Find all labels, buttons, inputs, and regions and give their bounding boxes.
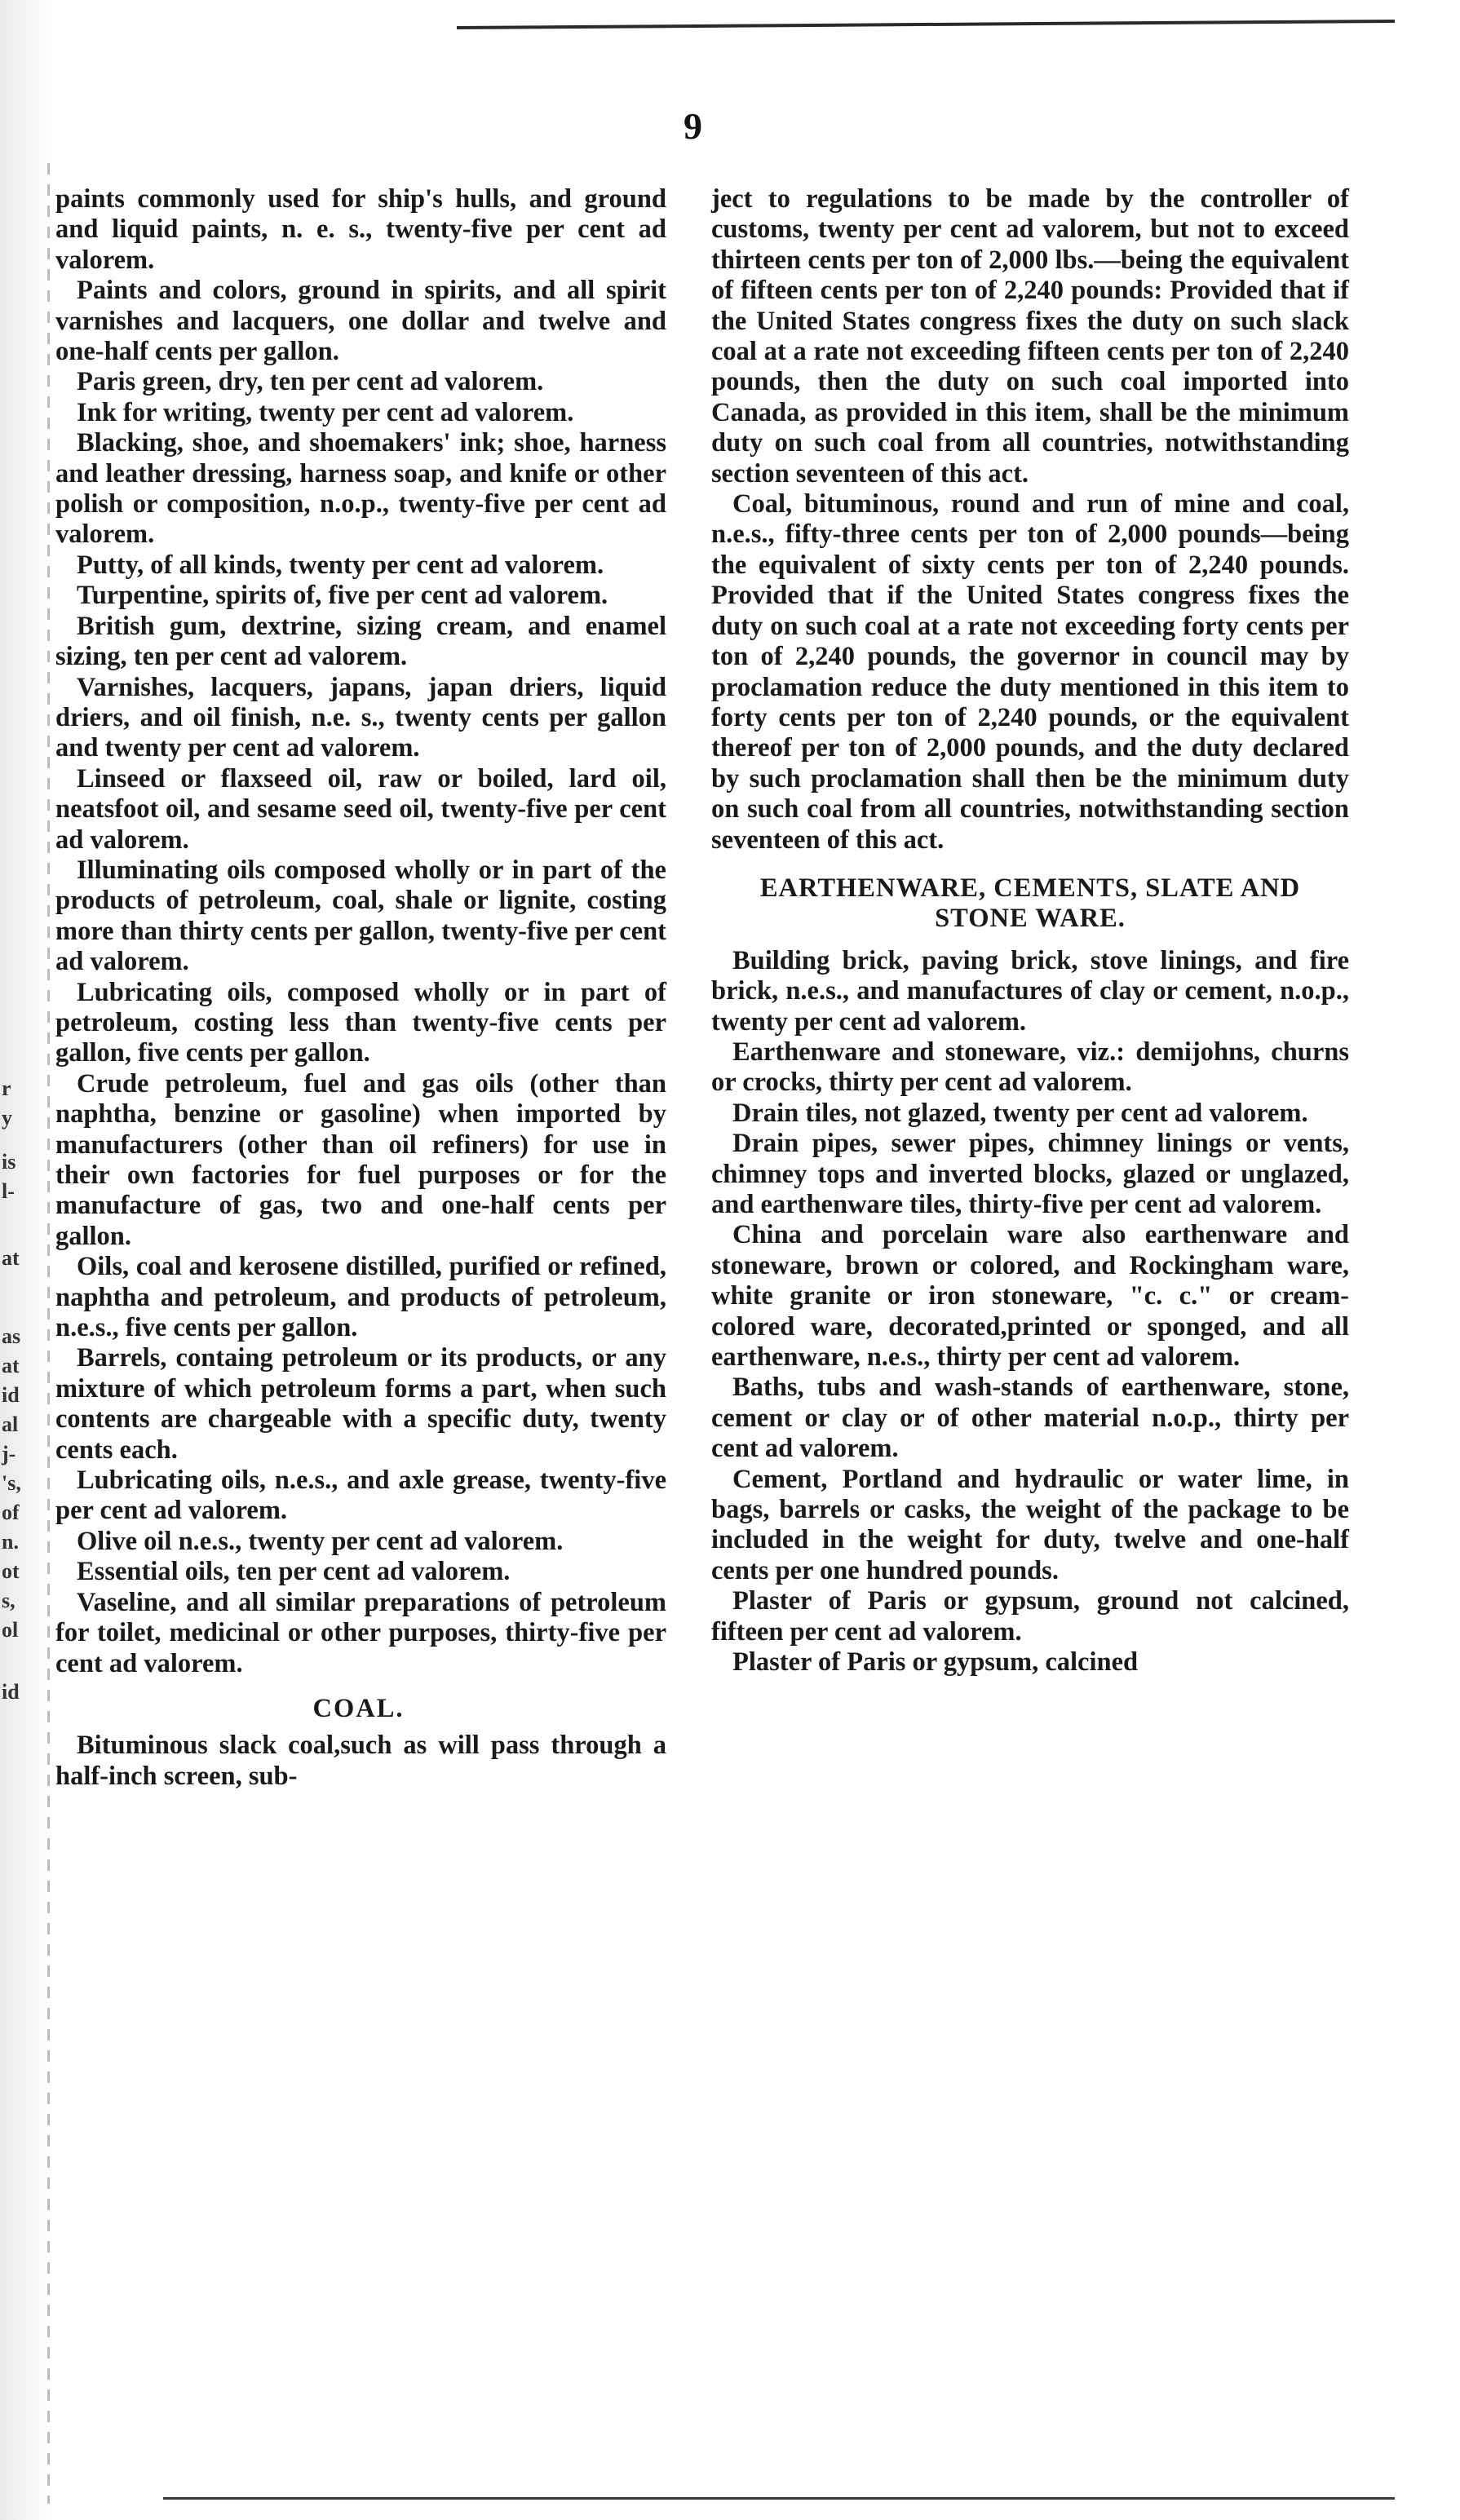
- tariff-paragraph: Blacking, shoe, and shoemakers' ink; shoe, harness and leather dressing, harness soap, and knife or other polish or composition, n.o.p., twenty-five per cent ad valorem.: [55, 428, 666, 550]
- margin-fragment: of: [2, 1501, 20, 1524]
- tariff-paragraph: China and porcelain ware also earthenware and stoneware, brown or colored, and Rockingham ware, white granite or iron stoneware, "c. c." or cream-colored ware, decorated,printed or sponged, and all earthenware, n.e.s., thirty per cent ad valorem.: [711, 1220, 1349, 1373]
- right-column: [711, 184, 1349, 1678]
- tariff-paragraph: Coal, bituminous, round and run of mine and coal, n.e.s., fifty-three cents per ton of 2,000 pounds—being the equivalent of sixty cents per ton of 2,240 pounds. Provided that if the United States congress fixes the duty on such coal at a rate not exceeding forty cents per ton of 2,240 pounds, the governor in council may by proclamation reduce the duty mentioned in this item to forty cents per ton of 2,240 pounds, or the equivalent thereof per ton of 2,000 pounds, and the duty declared by such proclamation shall then be the minimum duty on such coal from all countries, notwithstanding section seventeen of this act.: [711, 489, 1349, 855]
- margin-fragment: at: [2, 1246, 20, 1270]
- margin-fragment: s,: [2, 1589, 15, 1612]
- tariff-paragraph: paints commonly used for ship's hulls, and ground and liquid paints, n. e. s., twenty-five per cent ad valorem.: [55, 184, 666, 275]
- margin-fragment: id: [2, 1383, 20, 1407]
- tariff-paragraph: Cement, Portland and hydraulic or water lime, in bags, barrels or casks, the weight of the package to be included in the weight for duty, twelve and one-half cents per one hundred pounds.: [711, 1464, 1349, 1585]
- page-number: 9: [684, 105, 702, 147]
- top-rule: [457, 20, 1395, 29]
- tariff-paragraph: Lubricating oils, composed wholly or in part of petroleum, costing less than twenty-five cents per gallon, five cents per gallon.: [55, 977, 666, 1068]
- tariff-paragraph: Barrels, containg petroleum or its products, or any mixture of which petroleum forms a part, when such contents are chargeable with a specific duty, twenty cents each.: [55, 1343, 666, 1465]
- tariff-paragraph: Linseed or flaxseed oil, raw or boiled, lard oil, neatsfoot oil, and sesame seed oil, twenty-five per cent ad valorem.: [55, 763, 666, 855]
- tariff-paragraph: British gum, dextrine, sizing cream, and enamel sizing, ten per cent ad valorem.: [55, 611, 666, 672]
- margin-fragment: 's,: [2, 1471, 21, 1495]
- section-heading-coal: COAL.: [312, 1693, 405, 1723]
- margin-fragment: y: [2, 1106, 12, 1130]
- tariff-paragraph: Baths, tubs and wash-stands of earthenware, stone, cement or clay or of other material n.o.p., thirty per cent ad valorem.: [711, 1373, 1349, 1464]
- tariff-paragraph: Plaster of Paris or gypsum, calcined: [732, 1647, 1139, 1678]
- tariff-paragraph: Crude petroleum, fuel and gas oils (other than naphtha, benzine or gasoline) when imported by manufacturers (other than oil refiners) for use in their own factories for fuel purposes or for the manufacture of gas, two and one-half cents per gallon.: [55, 1068, 666, 1251]
- tariff-paragraph: Illuminating oils composed wholly or in part of the products of petroleum, coal, shale or lignite, costing more than thirty cents per gallon, twenty-five per cent ad valorem.: [55, 855, 666, 977]
- tariff-paragraph: Olive oil n.e.s., twenty per cent ad valorem.: [77, 1526, 564, 1556]
- bottom-rule: [163, 2497, 1395, 2500]
- tariff-paragraph: Building brick, paving brick, stove linings, and fire brick, n.e.s., and manufactures of clay or cement, n.o.p., twenty per cent ad valorem.: [711, 945, 1349, 1037]
- tariff-paragraph: Varnishes, lacquers, japans, japan driers, liquid driers, and oil finish, n.e. s., twenty cents per gallon and twenty per cent ad valorem.: [55, 672, 666, 763]
- tariff-paragraph: Vaseline, and all similar preparations of petroleum for toilet, medicinal or other purposes, thirty-five per cent ad valorem.: [55, 1587, 666, 1678]
- margin-fragment: is: [2, 1150, 16, 1174]
- tariff-paragraph: Essential oils, ten per cent ad valorem.: [77, 1557, 511, 1587]
- tariff-paragraph: Lubricating oils, n.e.s., and axle grease, twenty-five per cent ad valorem.: [55, 1466, 666, 1526]
- margin-fragment: at: [2, 1354, 20, 1377]
- tariff-paragraph: Oils, coal and kerosene distilled, purified or refined, naphtha and petroleum, and products of petroleum, n.e.s., five cents per gallon.: [55, 1252, 666, 1343]
- tariff-paragraph: ject to regulations to be made by the controller of customs, twenty per cent ad valorem, but not to exceed thirteen cents per ton of 2,000 lbs.—being the equivalent of fifteen cents per ton of 2,240 pounds: Provided that if the United States congress fixes the duty on such slack coal at a rate not exceeding fifteen cents per ton of 2,240 pounds, then the duty on such coal imported into Canada, as provided in this item, shall be the minimum duty on such coal from all countries, notwithstanding section seventeen of this act.: [711, 184, 1349, 489]
- tariff-paragraph: Earthenware and stoneware, viz.: demijohns, churns or crocks, thirty per cent ad valorem.: [711, 1037, 1349, 1098]
- tariff-paragraph: Drain pipes, sewer pipes, chimney linings or vents, chimney tops and inverted blocks, glazed or unglazed, and earthenware tiles, thirty-five per cent ad valorem.: [711, 1129, 1349, 1219]
- margin-fragment: r: [2, 1077, 11, 1100]
- section-heading-earthenware: EARTHENWARE, CEMENTS, SLATE AND STONE WARE.: [759, 873, 1301, 934]
- margin-fragment: n.: [2, 1530, 19, 1554]
- tariff-paragraph: Plaster of Paris or gypsum, ground not calcined, fifteen per cent ad valorem.: [711, 1586, 1349, 1647]
- left-column: [51, 184, 666, 1792]
- margin-fragment: j-: [2, 1442, 16, 1466]
- tariff-paragraph: Putty, of all kinds, twenty per cent ad valorem.: [77, 550, 604, 580]
- fold-line: [47, 163, 50, 2504]
- margin-fragment: al: [2, 1413, 19, 1436]
- margin-fragment: l-: [2, 1179, 15, 1203]
- tariff-paragraph: Paints and colors, ground in spirits, and all spirit varnishes and lacquers, one dollar and twelve and one-half cents per gallon.: [55, 276, 666, 367]
- tariff-paragraph: Turpentine, spirits of, five per cent ad valorem.: [77, 581, 608, 611]
- tariff-paragraph: Paris green, dry, ten per cent ad valorem.: [77, 367, 544, 397]
- tariff-paragraph: Drain tiles, not glazed, twenty per cent ad valorem.: [732, 1098, 1308, 1128]
- tariff-paragraph: Bituminous slack coal,such as will pass through a half-inch screen, sub-: [55, 1731, 666, 1791]
- tariff-paragraph: Ink for writing, twenty per cent ad valorem.: [77, 397, 574, 427]
- margin-fragment: as: [2, 1324, 21, 1348]
- margin-fragment: id: [2, 1680, 20, 1704]
- margin-fragment: ot: [2, 1559, 20, 1583]
- margin-fragment: ol: [2, 1618, 19, 1642]
